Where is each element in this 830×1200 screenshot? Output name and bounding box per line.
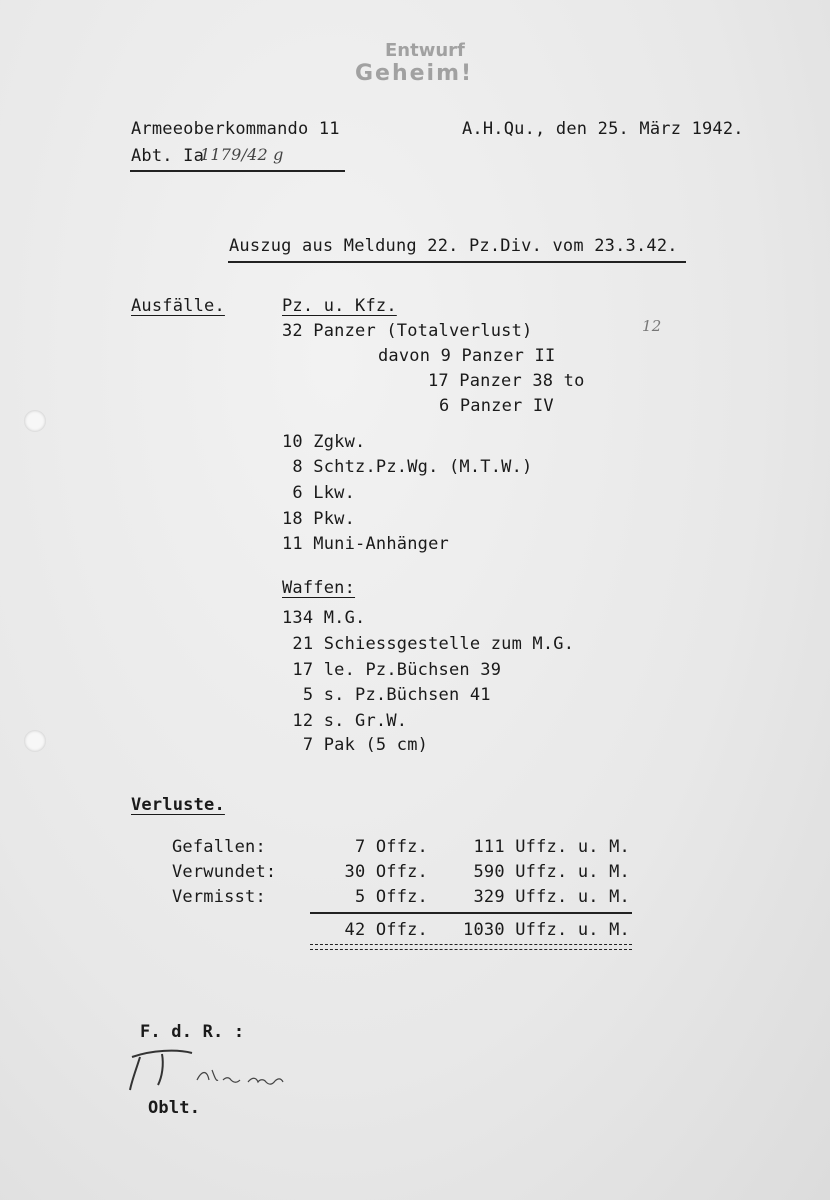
loss-row-offz: 5 Offz. — [354, 887, 428, 907]
panzer-breakdown-2: 17 Panzer 38 to — [428, 371, 585, 391]
vehicle-item: 11 Muni-Anhänger — [282, 534, 449, 554]
vehicle-item: 6 Lkw. — [282, 483, 356, 503]
rank-label: Oblt. — [148, 1098, 201, 1118]
weapon-item: 17 le. Pz.Büchsen 39 — [282, 660, 502, 680]
title-underline — [228, 261, 686, 263]
total-offz: 42 Offz. — [344, 920, 428, 940]
vehicles-heading: Pz. u. Kfz. — [282, 296, 397, 316]
loss-row-offz: 30 Offz. — [344, 862, 428, 882]
total-uffz: 1030 Uffz. u. M. — [463, 920, 630, 940]
weapons-heading: Waffen: — [282, 578, 356, 598]
loss-row-uffz: 111 Uffz. u. M. — [473, 837, 630, 857]
vehicle-item: 18 Pkw. — [282, 509, 356, 529]
fdr-label: F. d. R. : — [140, 1022, 245, 1042]
weapon-item: 7 Pak (5 cm) — [282, 735, 429, 755]
ausfaelle-label: Ausfälle. — [131, 296, 225, 316]
weapon-item: 21 Schiessgestelle zum M.G. — [282, 634, 575, 654]
sum-line — [310, 912, 632, 914]
panzer-breakdown-3: 6 Panzer IV — [439, 396, 554, 416]
weapon-item: 5 s. Pz.Büchsen 41 — [282, 685, 491, 705]
loss-row-uffz: 329 Uffz. u. M. — [473, 887, 630, 907]
loss-row-label: Verwundet: — [172, 862, 277, 882]
loss-row-label: Gefallen: — [172, 837, 266, 857]
panzer-breakdown-1: davon 9 Panzer II — [378, 346, 556, 366]
department-number: 1179/42 g — [200, 145, 284, 164]
handwritten-signature — [122, 1045, 322, 1095]
vehicle-item: 10 Zgkw. — [282, 432, 366, 452]
document-title: Auszug aus Meldung 22. Pz.Div. vom 23.3.42. — [229, 236, 678, 256]
double-rule — [310, 944, 632, 950]
unit-name: Armeeoberkommando 11 — [131, 119, 340, 139]
department-label: Abt. Ia — [131, 146, 205, 166]
vehicle-item: 8 Schtz.Pz.Wg. (M.T.W.) — [282, 457, 533, 477]
place-date: A.H.Qu., den 25. März 1942. — [462, 119, 744, 139]
classification-stamp: Entwurf Geheim! — [355, 40, 474, 86]
loss-row-uffz: 590 Uffz. u. M. — [473, 862, 630, 882]
panzer-total: 32 Panzer (Totalverlust) — [282, 321, 533, 341]
loss-row-label: Vermisst: — [172, 887, 266, 907]
loss-row-offz: 7 Offz. — [354, 837, 428, 857]
weapon-item: 134 M.G. — [282, 608, 366, 628]
margin-note: 12 — [642, 317, 662, 335]
weapon-item: 12 s. Gr.W. — [282, 711, 408, 731]
verluste-label: Verluste. — [131, 795, 225, 815]
header-underline — [130, 170, 345, 172]
punch-hole-top — [24, 410, 46, 432]
punch-hole-bottom — [24, 730, 46, 752]
